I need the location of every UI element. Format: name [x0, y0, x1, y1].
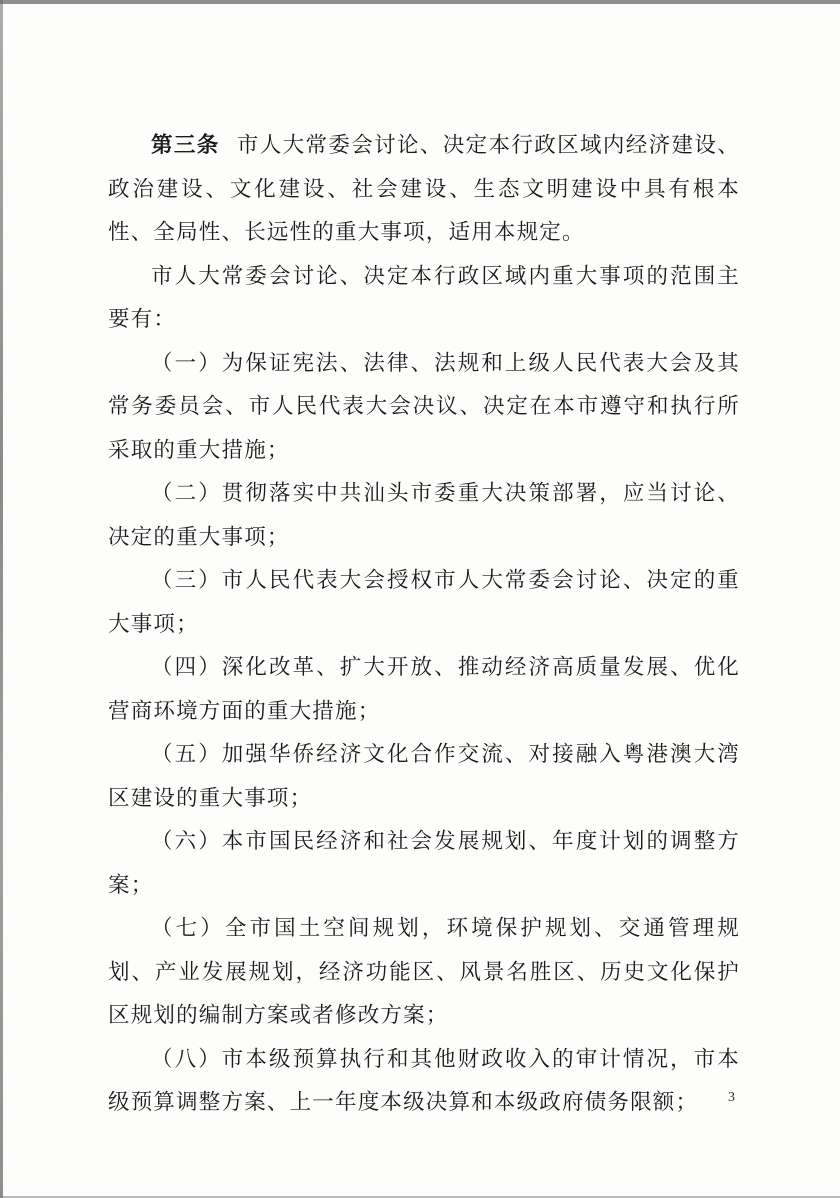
scope-intro-paragraph: 市人大常委会讨论、决定本行政区域内重大事项的范围主要有： [108, 263, 740, 332]
list-item-1: （一）为保证宪法、法律、法规和上级人民代表大会及其常务委员会、市人民代表大会决议、决定在本市遵守和执行所采取的重大措施； [108, 350, 740, 463]
list-item-6: （六）本市国民经济和社会发展规划、年度计划的调整方案； [108, 829, 740, 898]
article-heading: 第三条 [151, 133, 220, 158]
page-number: 3 [728, 1090, 735, 1105]
article-text: 市人大常委会讨论、决定本行政区域内经济建设、政治建设、文化建设、社会建设、生态文明建设中具有根本性、全局性、长远性的重大事项，适用本规定。 [108, 133, 740, 245]
list-item-3: （三）市人民代表大会授权市人大常委会讨论、决定的重大事项； [108, 568, 740, 637]
scan-edge-top [0, 0, 840, 4]
list-item-2: （二）贯彻落实中共汕头市委重大决策部署，应当讨论、决定的重大事项； [108, 481, 740, 550]
document-body [108, 124, 740, 1125]
article-paragraph [108, 124, 740, 255]
scan-edge-left [0, 0, 3, 1198]
list-item-8: （八）市本级预算执行和其他财政收入的审计情况，市本级预算调整方案、上一年度本级决算和本级政府债务限额； [108, 1046, 740, 1115]
list-item-5: （五）加强华侨经济文化合作交流、对接融入粤港澳大湾区建设的重大事项； [108, 742, 740, 811]
list-item-4: （四）深化改革、扩大开放、推动经济高质量发展、优化营商环境方面的重大措施； [108, 655, 740, 724]
list-item-7: （七）全市国土空间规划，环境保护规划、交通管理规划、产业发展规划，经济功能区、风景名胜区、历史文化保护区规划的编制方案或者修改方案； [108, 916, 740, 1028]
